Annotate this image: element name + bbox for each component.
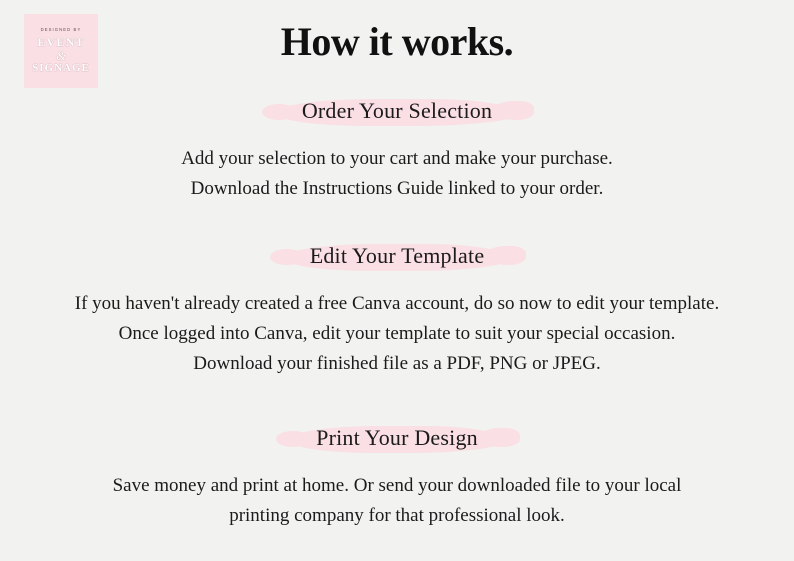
section-edit-your-template <box>0 241 794 379</box>
heading-wrap-3 <box>290 423 504 455</box>
section-heading-3: Print Your Design <box>316 425 478 450</box>
logo-main-text: EVENT <box>37 34 85 49</box>
section-print-your-design <box>0 423 794 531</box>
section-body-3 <box>0 471 794 531</box>
heading-wrap-1 <box>276 96 518 128</box>
heading-wrap-2 <box>284 241 511 273</box>
section-order-your-selection <box>0 96 794 204</box>
body-line: Once logged into Canva, edit your template to suit your special occasion. <box>118 323 676 344</box>
body-line: If you haven't already created a free Canva account, do so now to edit your template. <box>74 293 720 314</box>
section-heading-1: Order Your Selection <box>301 98 493 123</box>
body-line: Save money and print at home. Or send your downloaded file to your local <box>112 475 682 496</box>
section-heading-2: Edit Your Template <box>309 243 485 268</box>
logo-sub-text: SIGNAGE <box>32 61 90 74</box>
body-line: Download your finished file as a PDF, PNG or JPEG. <box>193 353 601 374</box>
logo-ampersand: & <box>55 47 67 63</box>
body-line: printing company for that professional look. <box>229 505 565 526</box>
body-line: Add your selection to your cart and make your purchase. <box>181 148 613 169</box>
body-line: Download the Instructions Guide linked to your order. <box>190 178 604 199</box>
logo-top-text: DESIGNED BY <box>40 27 82 33</box>
section-body-1 <box>0 144 794 204</box>
section-body-2 <box>0 289 794 379</box>
page-title: How it works. <box>280 19 514 64</box>
